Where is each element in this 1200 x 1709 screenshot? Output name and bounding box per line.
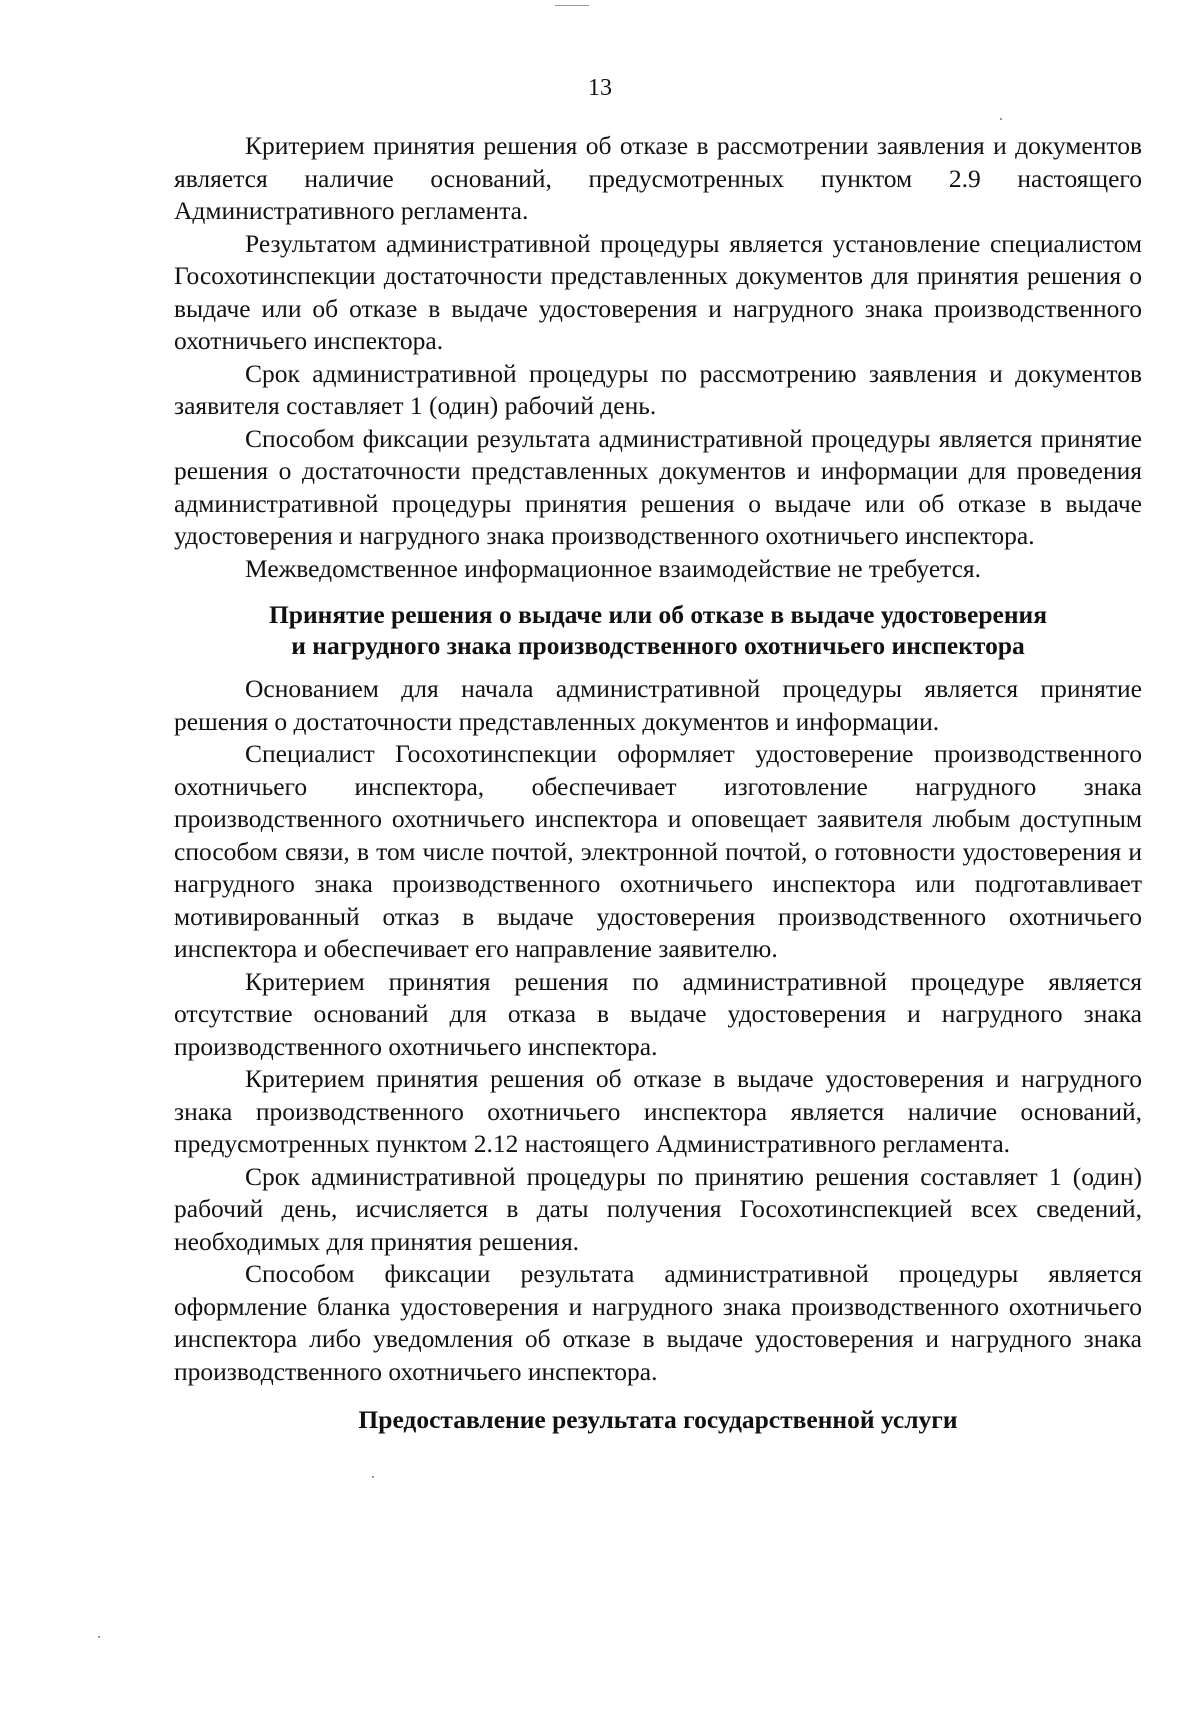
section-heading-decision bbox=[174, 599, 1142, 661]
section-heading-decision-line1: Принятие решения о выдаче или об отказе в выдаче удостоверения bbox=[268, 600, 1048, 629]
paragraph-procedure-basis: Основанием для начала административной процедуры является принятие решения о достаточности представленных документов и информации. bbox=[174, 674, 1142, 736]
paragraph-result-fixation: Способом фиксации результата административной процедуры является принятие решения о достаточности представленных документов и информации для проведения административной процедуры принятия решения о выдаче или об отказе в выдаче удостоверения и нагрудного знака производственного охотничьего инспектора. bbox=[174, 423, 1142, 550]
paragraph-decision-fixation: Способом фиксации результата административной процедуры является оформление бланка удостоверения и нагрудного знака производственного охотничьего инспектора либо уведомления об отказе в выдаче удостоверения и нагрудного знака производственного охотничьего инспектора. bbox=[174, 1259, 1142, 1386]
section-heading-result-provision: Предоставление результата государственной услуги bbox=[358, 1405, 958, 1434]
scan-speck bbox=[98, 1636, 100, 1638]
section-heading-decision-line2: и нагрудного знака производственного охотничьего инспектора bbox=[291, 631, 1025, 660]
paragraph-decision-criterion: Критерием принятия решения по административной процедуре является отсутствие оснований для отказа в выдаче удостоверения и нагрудного знака производственного охотничьего инспектора. bbox=[174, 966, 1142, 1061]
paragraph-procedure-result: Результатом административной процедуры является установление специалистом Госохотинспекции достаточности представленных документов для принятия решения о выдаче или об отказе в выдаче удостоверения и нагрудного знака производственного охотничьего инспектора. bbox=[174, 228, 1142, 355]
paragraph-interagency: Межведомственное информационное взаимодействие не требуется. bbox=[245, 553, 982, 583]
paragraph-specialist-actions: Специалист Госохотинспекции оформляет удостоверение производственного охотничьего инспектора, обеспечивает изготовление нагрудного знака производственного охотничьего инспектора и оповещает заявителя любым доступным способом связи, в том числе почтой, электронной почтой, о готовности удостоверения и нагрудного знака производственного охотничьего инспектора или подготавливает мотивированный отказ в выдаче удостоверения производственного охотничьего инспектора и обеспечивает его направление заявителю. bbox=[174, 739, 1142, 963]
scan-speck bbox=[372, 1476, 374, 1478]
scan-speck bbox=[1000, 118, 1002, 120]
paragraph-refusal-criterion: Критерием принятия решения об отказе в выдаче удостоверения и нагрудного знака производственного охотничьего инспектора является наличие оснований, предусмотренных пунктом 2.12 настоящего Административного регламента. bbox=[174, 1064, 1142, 1158]
paragraph-procedure-term: Срок административной процедуры по рассмотрению заявления и документов заявителя составляет 1 (один) рабочий день. bbox=[174, 358, 1142, 420]
page-number: 13 bbox=[588, 75, 612, 101]
document-body bbox=[174, 130, 1142, 1435]
scan-artifact-line bbox=[555, 5, 589, 6]
paragraph-rejection-criterion: Критерием принятия решения об отказе в рассмотрении заявления и документов является наличие оснований, предусмотренных пунктом 2.9 настоящего Административного регламента. bbox=[174, 131, 1142, 225]
paragraph-decision-term: Срок административной процедуры по принятию решения составляет 1 (один) рабочий день, исчисляется в даты получения Госохотинспекцией всех сведений, необходимых для принятия решения. bbox=[174, 1161, 1142, 1256]
